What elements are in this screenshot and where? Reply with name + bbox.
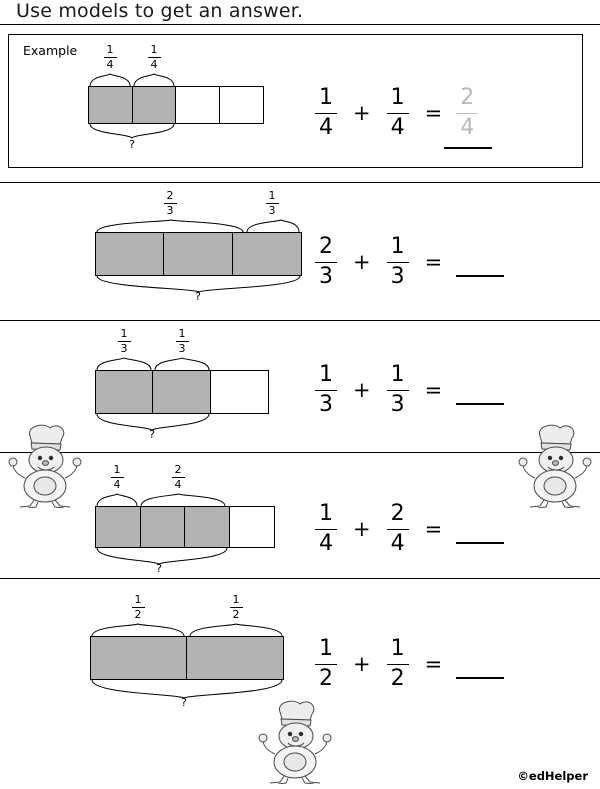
plus-sign: +	[353, 652, 371, 677]
problem-4-answer-blank[interactable]	[456, 676, 504, 679]
example-fraction-bar	[88, 86, 264, 124]
bar-cell	[91, 637, 187, 679]
example-equation	[315, 86, 478, 141]
section-divider-2	[0, 320, 600, 321]
bar-cell	[133, 87, 177, 123]
chef-mascot-bottom	[258, 696, 336, 784]
bar-cell	[96, 507, 141, 547]
bar-cell	[230, 507, 274, 547]
problem-1-equation	[315, 235, 504, 290]
plus-sign: +	[353, 101, 371, 126]
fraction-right: $\frac{1}{4}$	[387, 86, 409, 141]
problem-3-label-fraction-1: 1 4	[104, 464, 130, 490]
chef-mascot-right	[518, 420, 596, 508]
problem-3-label-fraction-2: 2 4	[165, 464, 191, 490]
equals-sign: =	[424, 652, 443, 677]
bar-cell	[187, 637, 283, 679]
plus-sign: +	[353, 517, 371, 542]
equals-sign: =	[424, 517, 443, 542]
problem-4-equation	[315, 637, 504, 692]
problem-3-question-mark: ?	[156, 562, 162, 575]
problem-4-label-fraction-1: 1 2	[125, 594, 151, 620]
example-label: Example	[23, 43, 78, 58]
section-divider-3	[0, 452, 600, 453]
example-answer: $\frac{2}{4}$	[456, 86, 478, 141]
title-divider	[0, 24, 600, 25]
fraction-left: $\frac{1}{3}$	[315, 363, 337, 418]
fraction-left: $\frac{2}{3}$	[315, 235, 337, 290]
problem-2-label-fraction-1: 1 3	[111, 328, 137, 354]
bar-cell	[153, 371, 210, 413]
bar-cell	[96, 371, 153, 413]
fraction-left: $\frac{1}{4}$	[315, 502, 337, 557]
fraction-right: $\frac{1}{3}$	[387, 235, 409, 290]
problem-1-answer-blank[interactable]	[456, 274, 504, 277]
equals-sign: =	[424, 250, 443, 275]
problem-4-label-fraction-2: 1 2	[223, 594, 249, 620]
section-divider-1	[0, 182, 600, 183]
problem-2-answer-blank[interactable]	[456, 402, 504, 405]
bar-cell	[185, 507, 230, 547]
chef-mascot-left	[8, 420, 86, 508]
problem-1-label-fraction-2: 1 3	[259, 190, 285, 216]
example-label-fraction-2: 1 4	[141, 44, 167, 70]
example-question-mark: ?	[129, 138, 135, 151]
bar-cell	[211, 371, 268, 413]
problem-3-answer-blank[interactable]	[456, 541, 504, 544]
problem-1-question-mark: ?	[195, 290, 201, 303]
problem-1-label-fraction-1: 2 3	[157, 190, 183, 216]
bar-cell	[164, 233, 232, 275]
plus-sign: +	[353, 378, 371, 403]
problem-3-fraction-bar	[95, 506, 275, 548]
copyright-footer: ©edHelper	[517, 769, 588, 783]
plus-sign: +	[353, 250, 371, 275]
bar-cell	[89, 87, 133, 123]
equals-sign: =	[424, 378, 443, 403]
problem-2-equation	[315, 363, 504, 418]
problem-1-fraction-bar	[95, 232, 302, 276]
problem-2-label-fraction-2: 1 3	[169, 328, 195, 354]
bar-cell	[220, 87, 263, 123]
bar-cell	[176, 87, 220, 123]
bar-cell	[233, 233, 301, 275]
fraction-left: $\frac{1}{2}$	[315, 637, 337, 692]
bar-cell	[96, 233, 164, 275]
bar-cell	[141, 507, 186, 547]
problem-2-fraction-bar	[95, 370, 269, 414]
page-title: Use models to get an answer.	[16, 0, 304, 22]
section-divider-4	[0, 578, 600, 579]
problem-3-equation	[315, 502, 504, 557]
problem-2-question-mark: ?	[149, 428, 155, 441]
example-label-fraction-1: 1 4	[97, 44, 123, 70]
fraction-right: $\frac{1}{3}$	[387, 363, 409, 418]
fraction-left: $\frac{1}{4}$	[315, 86, 337, 141]
equals-sign: =	[424, 101, 443, 126]
problem-4-question-mark: ?	[181, 696, 187, 709]
fraction-right: $\frac{2}{4}$	[387, 502, 409, 557]
fraction-right: $\frac{1}{2}$	[387, 637, 409, 692]
problem-4-fraction-bar	[90, 636, 284, 680]
